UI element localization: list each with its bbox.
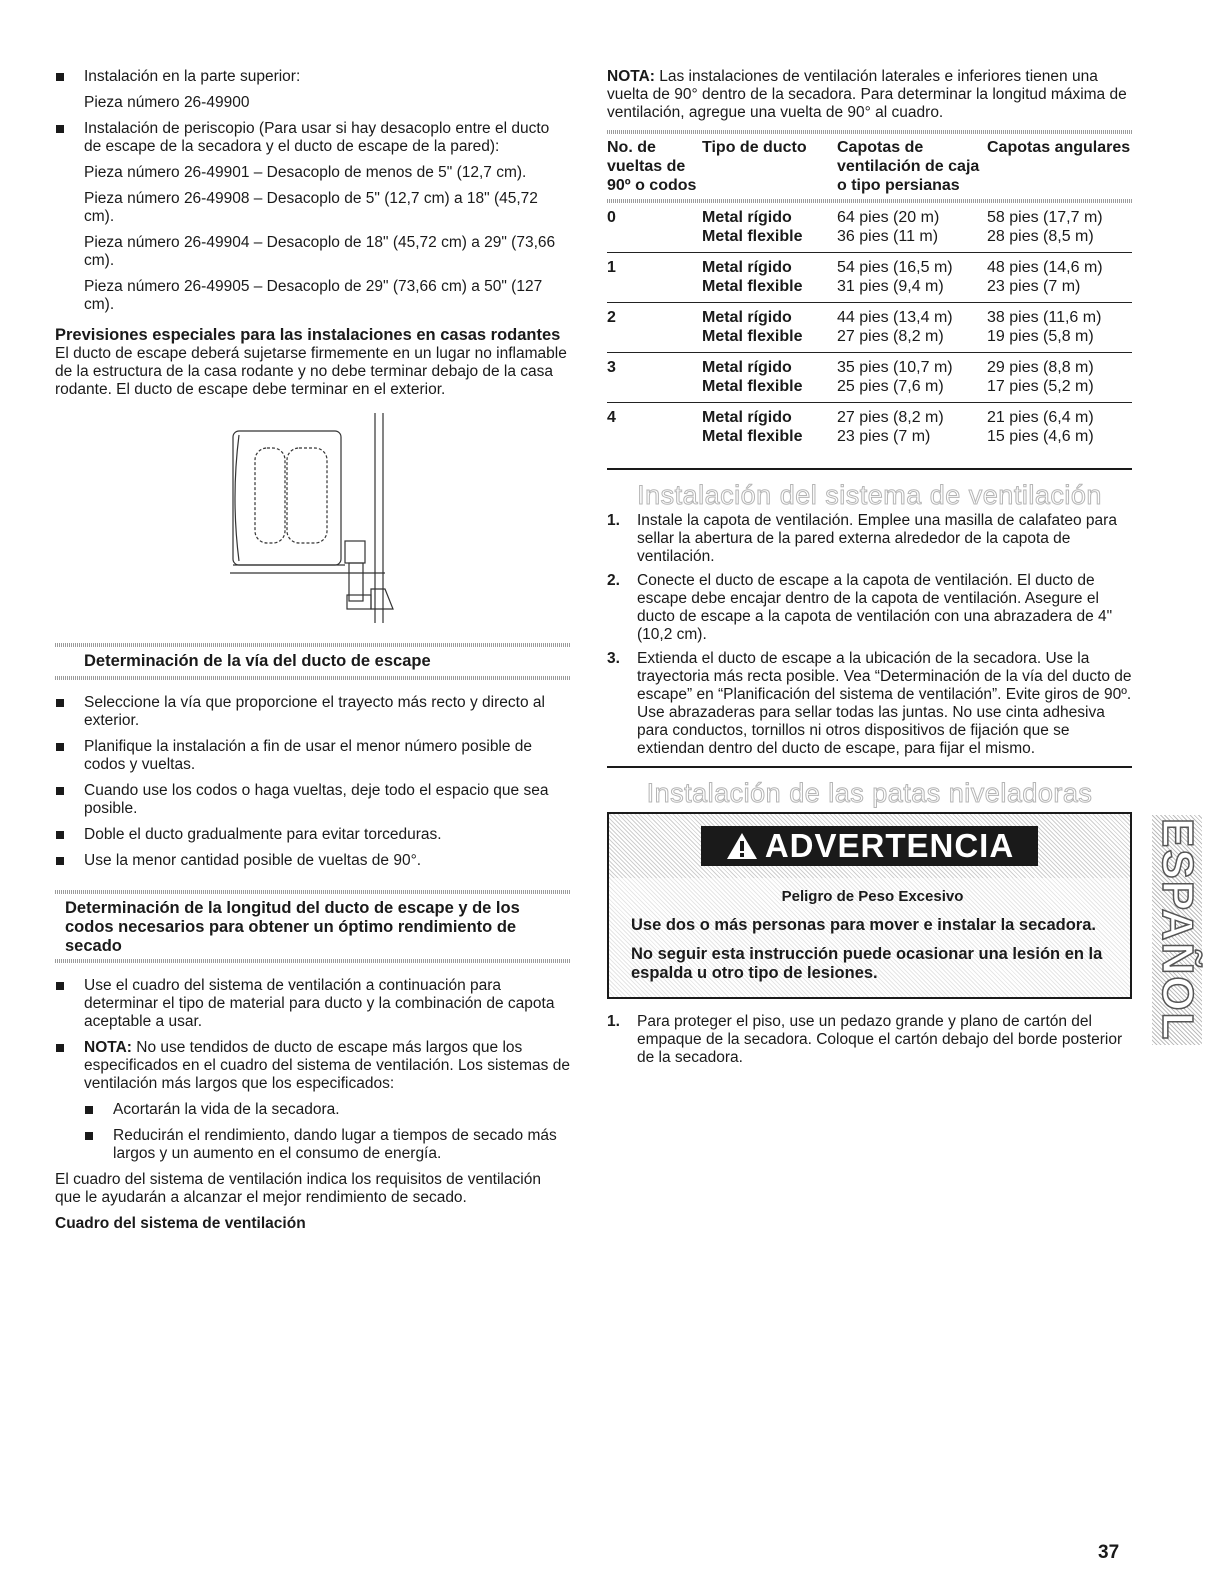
box-rigid: 64 pies (20 m)	[837, 209, 940, 226]
cell-duct-type	[702, 203, 837, 253]
box-rigid: 54 pies (16,5 m)	[837, 259, 953, 276]
duct-flexible: Metal flexible	[702, 378, 803, 395]
box-rigid: 27 pies (8,2 m)	[837, 409, 944, 426]
box-rigid: 44 pies (13,4 m)	[837, 309, 953, 326]
angled-flex: 28 pies (8,5 m)	[987, 228, 1094, 245]
divider	[55, 959, 570, 963]
note-bullet	[55, 1039, 570, 1093]
language-side-tab	[1152, 815, 1202, 1045]
table-row	[607, 303, 1132, 353]
header-box-hoods: Capotas de ventilación de caja o tipo persianas	[837, 139, 980, 194]
header-duct-type: Tipo de ducto	[702, 139, 807, 156]
step-text: Instale la capota de ventilación. Emplee una masilla de calafateo para sellar la abertura de la pared externa alrededor de la capota de ventilación.	[637, 512, 1117, 565]
chart-intro: El cuadro del sistema de ventilación indica los requisitos de ventilación que le ayudarán a alcanzar el mejor rendimiento de secado.	[55, 1171, 541, 1206]
route-bullet: Cuando use los codos o haga vueltas, deje todo el espacio que sea posible.	[55, 782, 570, 818]
cell-box	[837, 403, 987, 453]
length-heading: Determinación de la longitud del ducto de escape y de los codos necesarios para obtener un óptimo rendimiento de secado	[65, 899, 520, 955]
cell-turns: 4	[607, 403, 702, 453]
duct-flexible: Metal flexible	[702, 228, 803, 245]
cell-angled	[987, 353, 1132, 403]
step-number: 1.	[607, 512, 620, 529]
route-bullet: Use la menor cantidad posible de vueltas de 90°.	[55, 852, 570, 870]
step-text: Conecte el ducto de escape a la capota de ventilación. El ducto de escape debe encajar dentro de la capota de ventilación. Asegure el ducto de escape a la capota de ventilación con una abrazadera de 4" (10,2 cm).	[637, 572, 1113, 643]
step-number: 2.	[607, 572, 620, 589]
warning-body	[609, 878, 1130, 997]
cell-turns: 1	[607, 253, 702, 303]
warning-line: Use dos o más personas para mover e instalar la secadora.	[631, 916, 1096, 934]
duct-flexible: Metal flexible	[702, 278, 803, 295]
box-flex: 25 pies (7,6 m)	[837, 378, 944, 395]
right-column	[607, 68, 1132, 1073]
angled-rigid: 48 pies (14,6 m)	[987, 259, 1103, 276]
duct-rigid: Metal rígido	[702, 409, 792, 426]
note-label: NOTA:	[607, 68, 655, 85]
duct-rigid: Metal rígido	[702, 359, 792, 376]
route-bullet: Planifique la instalación a fin de usar el menor número posible de codos y vueltas.	[55, 738, 570, 774]
box-flex: 31 pies (9,4 m)	[837, 278, 944, 295]
box-rigid: 35 pies (10,7 m)	[837, 359, 953, 376]
duct-flexible: Metal flexible	[702, 428, 803, 445]
bullet-text: Instalación en la parte superior:	[84, 68, 301, 85]
divider	[607, 766, 1132, 768]
angled-flex: 17 pies (5,2 m)	[987, 378, 1094, 395]
vent-table	[607, 134, 1132, 452]
warning-box	[607, 812, 1132, 999]
box-flex: 36 pies (11 m)	[837, 228, 939, 245]
angled-rigid: 38 pies (11,6 m)	[987, 309, 1102, 326]
route-heading: Determinación de la vía del ducto de escape	[84, 652, 431, 670]
note-text: No use tendidos de ducto de escape más largos que los especificados en el cuadro del sistema de ventilación. Los sistemas de ventilación más largos que los especificados:	[84, 1039, 570, 1092]
header-turns: No. de vueltas de 90º o codos	[607, 139, 697, 194]
bullet-text: Instalación de periscopio (Para usar si hay desacoplo entre el ducto de escape de la secadora y el ducto de escape de la pared):	[84, 120, 550, 155]
cell-duct-type	[702, 253, 837, 303]
dryer-periscope-drawing	[55, 413, 570, 633]
cell-angled	[987, 203, 1132, 253]
mobile-home-heading: Previsiones especiales para las instalaciones en casas rodantes	[55, 326, 561, 344]
table-row	[607, 403, 1132, 453]
cell-turns: 2	[607, 303, 702, 353]
cell-box	[837, 353, 987, 403]
language-label: ESPAÑOL	[1153, 818, 1202, 1042]
box-flex: 23 pies (7 m)	[837, 428, 931, 445]
step-item	[607, 1013, 1132, 1067]
cell-box	[837, 303, 987, 353]
note-text: Las instalaciones de ventilación laterales e inferiores tienen una vuelta de 90° dentro de la secadora. Para determinar la longitud máxima de ventilación, agregue una vuelta de 90° al cuadro.	[607, 68, 1127, 121]
warning-header	[609, 814, 1130, 878]
cell-turns: 3	[607, 353, 702, 403]
box-flex: 27 pies (8,2 m)	[837, 328, 944, 345]
note-label: NOTA:	[84, 1039, 132, 1056]
angled-rigid: 21 pies (6,4 m)	[987, 409, 1094, 426]
mobile-home-text: El ducto de escape deberá sujetarse firmemente en un lugar no inflamable de la estructura de la casa rodante y no debe terminar debajo de la casa rodante. El ducto de escape debe terminar en el exterior.	[55, 345, 567, 398]
cell-duct-type	[702, 353, 837, 403]
chart-title: Cuadro del sistema de ventilación	[55, 1215, 306, 1232]
step-text: Para proteger el piso, use un pedazo grande y plano de cartón del empaque de la secadora. Coloque el cartón debajo del borde posterior de la secadora.	[637, 1013, 1123, 1066]
bullet-periscope	[55, 120, 570, 314]
angled-flex: 23 pies (7 m)	[987, 278, 1081, 295]
cell-angled	[987, 403, 1132, 453]
table-row	[607, 353, 1132, 403]
warning-line: No seguir esta instrucción puede ocasionar una lesión en la espalda u otro tipo de lesiones.	[631, 945, 1103, 982]
part-number: Pieza número 26-49905 – Desacoplo de 29" (73,66 cm) a 50" (127 cm).	[84, 278, 543, 313]
route-bullet: Doble el ducto gradualmente para evitar torceduras.	[55, 826, 570, 844]
cell-angled	[987, 303, 1132, 353]
table-row	[607, 253, 1132, 303]
step-item	[607, 650, 1132, 758]
divider	[55, 676, 570, 680]
table-row	[607, 203, 1132, 253]
duct-rigid: Metal rígido	[702, 309, 792, 326]
duct-rigid: Metal rígido	[702, 209, 792, 226]
step-number: 1.	[607, 1013, 620, 1030]
divider	[607, 468, 1132, 470]
cell-box	[837, 203, 987, 253]
duct-rigid: Metal rígido	[702, 259, 792, 276]
header-angled-hoods: Capotas angulares	[987, 139, 1131, 156]
warning-title	[701, 826, 1038, 866]
part-number: Pieza número 26-49900	[84, 94, 250, 111]
angled-rigid: 29 pies (8,8 m)	[987, 359, 1094, 376]
step-item	[607, 572, 1132, 644]
cell-box	[837, 253, 987, 303]
duct-flexible: Metal flexible	[702, 328, 803, 345]
angled-flex: 15 pies (4,6 m)	[987, 428, 1094, 445]
left-column	[55, 68, 570, 1233]
route-bullet: Seleccione la vía que proporcione el trayecto más recto y directo al exterior.	[55, 694, 570, 730]
length-bullet: Use el cuadro del sistema de ventilación a continuación para determinar el tipo de material para ducto y la combinación de capota aceptable a usar.	[55, 977, 570, 1031]
cell-duct-type	[702, 403, 837, 453]
cell-turns: 0	[607, 209, 616, 226]
step-item	[607, 512, 1132, 566]
warning-title-text: ADVERTENCIA	[764, 827, 1015, 864]
warning-triangle-icon	[725, 831, 759, 861]
cell-angled	[987, 253, 1132, 303]
dryer-vent-illustration	[55, 413, 570, 633]
angled-rigid: 58 pies (17,7 m)	[987, 209, 1103, 226]
cell-duct-type	[702, 303, 837, 353]
part-number: Pieza número 26-49908 – Desacoplo de 5" (12,7 cm) a 18" (45,72 cm).	[84, 190, 538, 225]
section-title-leveling-legs: Instalación de las patas niveladoras	[646, 778, 1093, 808]
section-title-vent-install: Instalación del sistema de ventilación	[637, 480, 1102, 510]
sub-bullet: Reducirán el rendimiento, dando lugar a tiempos de secado más largos y un aumento en el consumo de energía.	[84, 1127, 570, 1163]
angled-flex: 19 pies (5,8 m)	[987, 328, 1094, 345]
note-paragraph	[607, 68, 1132, 122]
step-text: Extienda el ducto de escape a la ubicación de la secadora. Use la trayectoria más recta posible. Vea “Determinación de la vía del ducto de escape” en “Planificación del sistema de ventilación”. Evite giros de 90º. Use abrazaderas para sellar todas las juntas. No use cinta adhesiva para conductos, tornillos ni otros dispositivos de fijación que se extiendan dentro del ducto de escape, para fijar el mismo.	[637, 650, 1132, 757]
table-header-row	[607, 134, 1132, 199]
part-number: Pieza número 26-49901 – Desacoplo de menos de 5" (12,7 cm).	[84, 164, 527, 181]
part-number: Pieza número 26-49904 – Desacoplo de 18" (45,72 cm) a 29" (73,66 cm).	[84, 234, 556, 269]
step-number: 3.	[607, 650, 620, 667]
bullet-top-install	[55, 68, 570, 112]
sub-bullet: Acortarán la vida de la secadora.	[84, 1101, 570, 1119]
page-number: 37	[1098, 1542, 1120, 1563]
warning-subtitle: Peligro de Peso Excesivo	[781, 888, 964, 905]
